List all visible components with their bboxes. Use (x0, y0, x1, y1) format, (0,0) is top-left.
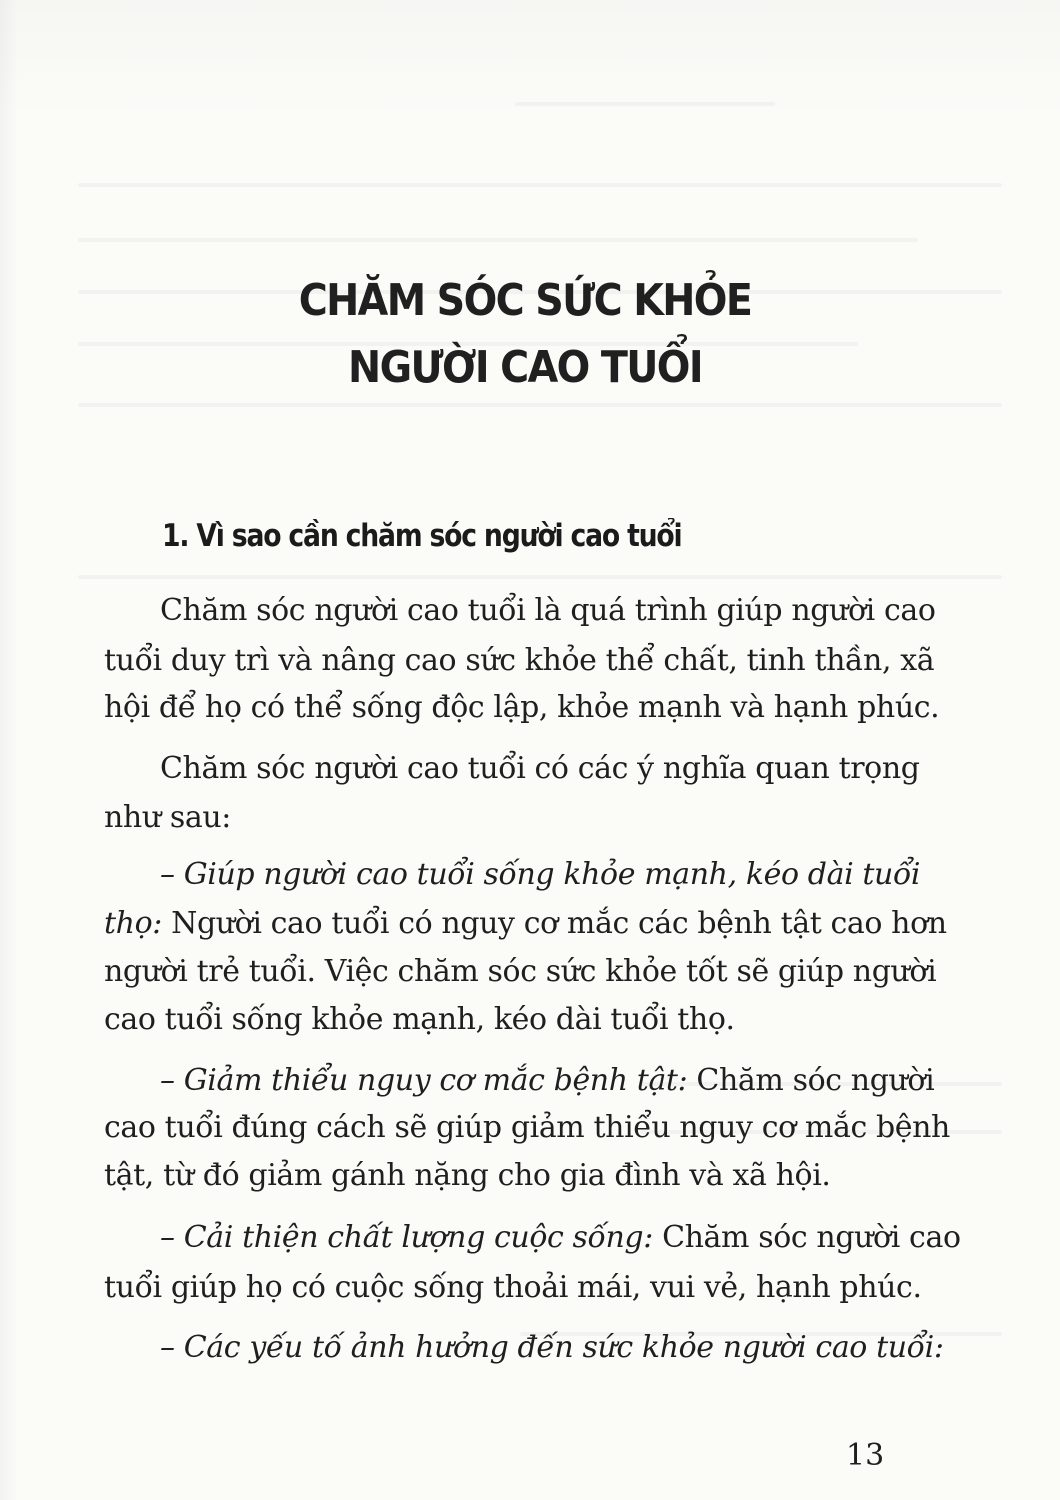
paragraph-line: như sau: (104, 800, 232, 835)
paragraph-line: hội để họ có thể sống độc lập, khỏe mạnh và hạnh phúc. (104, 690, 940, 725)
list-item-line: người trẻ tuổi. Việc chăm sóc sức khỏe tốt sẽ giúp người (104, 954, 937, 989)
list-item-lead: – Giảm thiểu nguy cơ mắc bệnh tật: (160, 1063, 688, 1098)
list-item-line (160, 1063, 935, 1098)
faint-show-through-line (78, 575, 1002, 579)
chapter-title-line-2: NGƯỜI CAO TUỔI (348, 342, 702, 393)
page-number: 13 (846, 1438, 885, 1473)
list-item-lead: – Giúp người cao tuổi sống khỏe mạnh, kéo dài tuổi (160, 857, 921, 892)
faint-show-through-line (78, 183, 1002, 187)
section-heading: 1. Vì sao cần chăm sóc người cao tuổi (162, 518, 682, 554)
paragraph-line: Chăm sóc người cao tuổi là quá trình giúp người cao (160, 593, 936, 628)
list-item-body: Người cao tuổi có nguy cơ mắc các bệnh tật cao hơn (161, 906, 947, 941)
paragraph-line: tuổi duy trì và nâng cao sức khỏe thể chất, tinh thần, xã (104, 643, 935, 678)
faint-show-through-line (78, 238, 918, 242)
list-item-lead: thọ: (104, 906, 162, 941)
list-item-lead: – Cải thiện chất lượng cuộc sống: (160, 1220, 653, 1255)
list-item-line: tuổi giúp họ có cuộc sống thoải mái, vui vẻ, hạnh phúc. (104, 1270, 922, 1305)
list-item-body: Chăm sóc người cao (652, 1220, 961, 1255)
list-item-line (160, 1220, 961, 1255)
list-item-body: Chăm sóc người (687, 1063, 935, 1098)
list-item-lead: – Các yếu tố ảnh hưởng đến sức khỏe người cao tuổi: (160, 1330, 944, 1365)
paragraph-line: Chăm sóc người cao tuổi có các ý nghĩa quan trọng (160, 751, 920, 786)
faint-show-through-line (515, 102, 775, 106)
faint-show-through-line (78, 403, 1002, 407)
list-item-line: tật, từ đó giảm gánh nặng cho gia đình và xã hội. (104, 1158, 831, 1193)
list-item-line: cao tuổi đúng cách sẽ giúp giảm thiểu nguy cơ mắc bệnh (104, 1110, 950, 1145)
chapter-title-line-1: CHĂM SÓC SỨC KHỎE (298, 275, 752, 326)
list-item-line: cao tuổi sống khỏe mạnh, kéo dài tuổi thọ. (104, 1002, 735, 1037)
list-item-line (104, 906, 947, 941)
